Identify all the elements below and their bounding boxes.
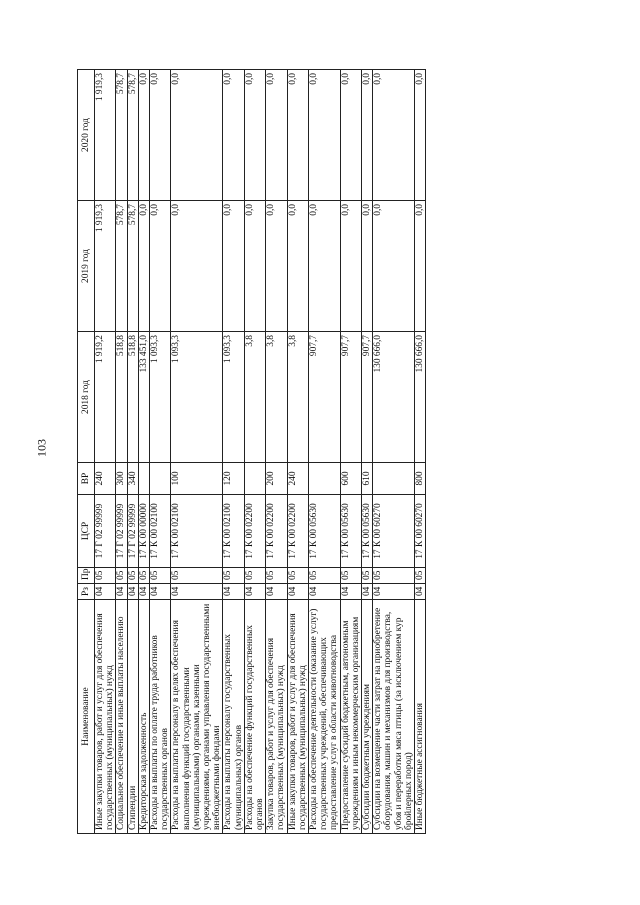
cell-2019: 0,0: [362, 201, 373, 332]
cell-name: Расходы на выплаты персоналу в целях обеспечения выполнения функций государственными (муниципальными) органами, казенными учреждениями, органами управления государственными внебюджетными фондами: [171, 600, 223, 834]
table-header-row: [78, 70, 95, 834]
cell-name: Закупка товаров, работ и услуг для обеспечения государственных (муниципальных) нужд: [266, 600, 287, 834]
cell-name: Социальное обеспечение и иные выплаты населению: [116, 600, 127, 834]
cell-2019: 0,0: [150, 201, 171, 332]
cell-pr: 05: [373, 568, 415, 584]
header-vr: ВР: [78, 463, 95, 495]
table-row: [244, 70, 265, 834]
cell-2018: 907,7: [362, 332, 373, 463]
cell-rz: 04: [138, 584, 149, 600]
cell-vr: 240: [287, 463, 308, 495]
cell-2019: 0,0: [415, 201, 426, 332]
cell-pr: 05: [150, 568, 171, 584]
cell-2020: 0,0: [415, 70, 426, 201]
cell-2020: 0,0: [150, 70, 171, 201]
cell-pr: 05: [362, 568, 373, 584]
cell-pr: 05: [244, 568, 265, 584]
table-row: [127, 70, 138, 834]
cell-2018: 907,7: [309, 332, 341, 463]
cell-rz: 04: [287, 584, 308, 600]
cell-pr: 05: [138, 568, 149, 584]
cell-vr: 120: [223, 463, 244, 495]
cell-csr: 17 К 00 05630: [340, 495, 361, 568]
table-row: [150, 70, 171, 834]
cell-2019: 0,0: [287, 201, 308, 332]
cell-2020: 0,0: [309, 70, 341, 201]
cell-name: Иные закупки товаров, работ и услуг для обеспечения государственных (муниципальных) нужд: [287, 600, 308, 834]
cell-2020: 0,0: [223, 70, 244, 201]
cell-pr: 05: [287, 568, 308, 584]
header-2019: 2019 год: [78, 201, 95, 332]
table-row: [138, 70, 149, 834]
cell-pr: 05: [266, 568, 287, 584]
budget-table: [77, 69, 426, 834]
cell-rz: 04: [223, 584, 244, 600]
cell-2018: 518,8: [127, 332, 138, 463]
cell-vr: 340: [127, 463, 138, 495]
cell-vr: [150, 463, 171, 495]
cell-rz: 04: [116, 584, 127, 600]
cell-csr: 17 Г 02 99999: [95, 495, 116, 568]
cell-vr: 610: [362, 463, 373, 495]
cell-rz: 04: [373, 584, 415, 600]
cell-csr: 17 К 00 60270: [373, 495, 415, 568]
cell-2020: 578,7: [116, 70, 127, 201]
cell-vr: 600: [340, 463, 361, 495]
cell-pr: 05: [95, 568, 116, 584]
cell-2018: 1 093,3: [223, 332, 244, 463]
cell-2019: 0,0: [223, 201, 244, 332]
cell-2020: 0,0: [340, 70, 361, 201]
cell-name: Иные закупки товаров, работ и услуг для обеспечения государственных (муниципальных) нужд: [95, 600, 116, 834]
header-name: Наименование: [78, 600, 95, 834]
table-row: [362, 70, 373, 834]
cell-2019: 1 919,3: [95, 201, 116, 332]
cell-2020: 0,0: [244, 70, 265, 201]
cell-name: Предоставление субсидий бюджетным, автономным учреждениям и иным некоммерческим организациям: [340, 600, 361, 834]
table-row: [309, 70, 341, 834]
cell-2020: 0,0: [373, 70, 415, 201]
cell-2020: 0,0: [171, 70, 223, 201]
cell-csr: 17 К 00 02100: [171, 495, 223, 568]
cell-name: Расходы на обеспечение функций государственных органов: [244, 600, 265, 834]
cell-2018: 133 451,0: [138, 332, 149, 463]
cell-2018: 1 093,3: [150, 332, 171, 463]
cell-name: Кредиторская задолженность: [138, 600, 149, 834]
cell-name: Субсидии на возмещение части затрат на приобретение оборудования, машин и механизмов для производства, убоя и переработки мяса птицы (за исключением кур бройлерных пород): [373, 600, 415, 834]
cell-2020: 0,0: [266, 70, 287, 201]
cell-2020: 1 919,3: [95, 70, 116, 201]
cell-rz: 04: [415, 584, 426, 600]
cell-rz: 04: [95, 584, 116, 600]
cell-vr: [138, 463, 149, 495]
table-row: [95, 70, 116, 834]
cell-vr: 300: [116, 463, 127, 495]
cell-2019: 0,0: [266, 201, 287, 332]
header-pr: Пр: [78, 568, 95, 584]
cell-name: Стипендии: [127, 600, 138, 834]
cell-vr: 100: [171, 463, 223, 495]
cell-2019: 578,7: [116, 201, 127, 332]
cell-csr: 17 К 00 05630: [309, 495, 341, 568]
cell-csr: 17 Г 02 99999: [116, 495, 127, 568]
cell-pr: 05: [415, 568, 426, 584]
header-csr: ЦСР: [78, 495, 95, 568]
cell-vr: 200: [266, 463, 287, 495]
cell-2019: 0,0: [138, 201, 149, 332]
cell-pr: 05: [223, 568, 244, 584]
cell-vr: 240: [95, 463, 116, 495]
cell-2018: 518,8: [116, 332, 127, 463]
cell-2019: 0,0: [244, 201, 265, 332]
cell-rz: 04: [171, 584, 223, 600]
cell-vr: [373, 463, 415, 495]
cell-2018: 130 666,0: [415, 332, 426, 463]
cell-vr: 800: [415, 463, 426, 495]
cell-2018: 130 666,0: [373, 332, 415, 463]
rotated-table-container: [77, 70, 426, 834]
cell-pr: 05: [309, 568, 341, 584]
cell-name: Расходы на выплаты персоналу государственных (муниципальных) органов: [223, 600, 244, 834]
cell-pr: 05: [116, 568, 127, 584]
cell-rz: 04: [150, 584, 171, 600]
cell-2018: 1 093,3: [171, 332, 223, 463]
cell-csr: 17 К 00 02100: [150, 495, 171, 568]
cell-csr: 17 Г 02 99999: [127, 495, 138, 568]
page-number: 103: [34, 439, 49, 457]
header-2018: 2018 год: [78, 332, 95, 463]
cell-csr: 17 К 00 00000: [138, 495, 149, 568]
cell-2019: 0,0: [340, 201, 361, 332]
cell-rz: 04: [309, 584, 341, 600]
cell-csr: 17 К 00 02200: [244, 495, 265, 568]
cell-2018: 3,8: [244, 332, 265, 463]
cell-2018: 3,8: [266, 332, 287, 463]
table-row: [223, 70, 244, 834]
cell-vr: [244, 463, 265, 495]
cell-csr: 17 К 00 02200: [266, 495, 287, 568]
cell-name: Иные бюджетные ассигнования: [415, 600, 426, 834]
cell-name: Расходы на обеспечение деятельности (оказание услуг) государственных учреждений, обеспечивающих предоставление услуг в области животноводства: [309, 600, 341, 834]
table-row: [415, 70, 426, 834]
cell-rz: 04: [340, 584, 361, 600]
cell-name: Расходы на выплаты по оплате труда работников государственных органов: [150, 600, 171, 834]
cell-2018: 907,7: [340, 332, 361, 463]
cell-rz: 04: [362, 584, 373, 600]
cell-rz: 04: [244, 584, 265, 600]
cell-name: Субсидии бюджетным учреждениям: [362, 600, 373, 834]
table-row: [171, 70, 223, 834]
table-row: [340, 70, 361, 834]
cell-pr: 05: [340, 568, 361, 584]
cell-csr: 17 К 00 60270: [415, 495, 426, 568]
cell-2020: 0,0: [138, 70, 149, 201]
cell-csr: 17 К 00 05630: [362, 495, 373, 568]
cell-csr: 17 К 00 02100: [223, 495, 244, 568]
cell-2019: 578,7: [127, 201, 138, 332]
cell-2019: 0,0: [373, 201, 415, 332]
table-row: [116, 70, 127, 834]
table-row: [287, 70, 308, 834]
cell-2020: 0,0: [362, 70, 373, 201]
cell-rz: 04: [127, 584, 138, 600]
header-2020: 2020 год: [78, 70, 95, 201]
cell-2018: 1 919,2: [95, 332, 116, 463]
cell-2018: 3,8: [287, 332, 308, 463]
table-row: [266, 70, 287, 834]
table-row: [373, 70, 415, 834]
cell-pr: 05: [171, 568, 223, 584]
cell-rz: 04: [266, 584, 287, 600]
cell-csr: 17 К 00 02200: [287, 495, 308, 568]
header-rz: Рз: [78, 584, 95, 600]
cell-2019: 0,0: [171, 201, 223, 332]
cell-2020: 0,0: [287, 70, 308, 201]
cell-2020: 578,7: [127, 70, 138, 201]
cell-pr: 05: [127, 568, 138, 584]
cell-2019: 0,0: [309, 201, 341, 332]
cell-vr: [309, 463, 341, 495]
